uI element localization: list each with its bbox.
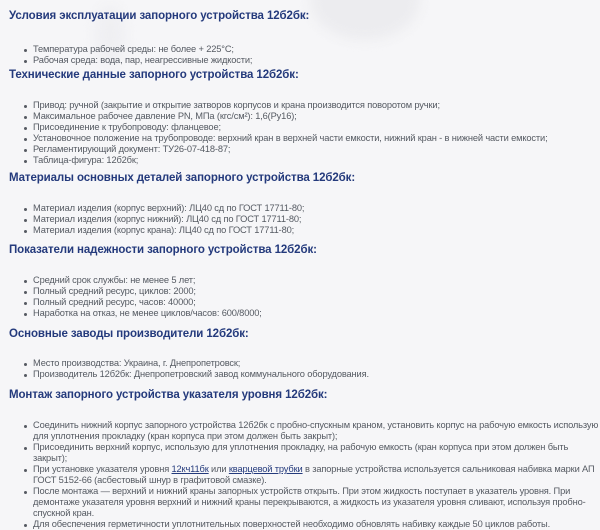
installation-list [9,420,600,530]
text: в запорные устройства используется сальниковая набивка марки АП ГОСТ 5152-66 (асбестовый шнур в графитовой смазке). [33,464,595,485]
list-item: Рабочая среда: вода, пар, неагрессивные жидкости; [23,55,252,66]
list-item: Производитель 12б2бк: Днепропетровский завод коммунального оборудования. [23,369,369,380]
list-item: Материал изделия (корпус нижний): ЛЦ40 сд по ГОСТ 17711-80; [23,214,304,225]
list-item: Привод: ручной (закрытие и открытие затворов корпусов и крана производится поворотом ручки; [23,100,548,111]
technical-data-list [9,100,548,166]
section-title-technical-data: Технические данные запорного устройства 12б2бк: [9,69,299,81]
section-title-materials: Материалы основных деталей запорного устройства 12б2бк: [9,172,356,184]
list-item: Регламентирующий документ: ТУ26-07-418-87; [23,144,548,155]
section-title-manufacturers: Основные заводы производители 12б2бк: [9,328,249,340]
list-item: Наработка на отказ, не менее циклов/часов: 600/8000; [23,308,262,319]
link-quartz-tube[interactable]: кварцевой трубки [228,464,303,474]
operating-conditions-list [9,44,252,66]
list-item-with-links [23,464,600,486]
list-item: Полный средний ресурс, циклов: 2000; [23,286,262,297]
reliability-list [9,275,262,319]
list-item: Полный средний ресурс, часов: 40000; [23,297,262,308]
section-title-operating-conditions: Условия эксплуатации запорного устройства 12б2бк: [9,10,310,22]
manufacturers-list [9,358,369,380]
list-item: Соединить нижний корпус запорного устройства 12б2бк с пробно-спускным краном, установить корпус на рабочую емкость использую для уплотнения прокладку (кран корпуса при этом должен быть закрыт); [23,420,600,442]
list-item: Установочное положение на трубопроводе: верхний кран в верхней части емкости, нижний кран - в нижней части емкости; [23,133,548,144]
list-item: Для обеспечения герметичности уплотнительных поверхностей необходимо обновлять набивку каждые 50 циклов работы. [23,519,600,530]
background-decoration [310,0,420,40]
list-item: Присоединить верхний корпус, использую для уплотнения прокладку, на рабочую емкость (кран корпуса при этом должен быть закрыт); [23,442,600,464]
section-title-reliability: Показатели надежности запорного устройства 12б2бк: [9,244,317,256]
list-item: Материал изделия (корпус крана): ЛЦ40 сд по ГОСТ 17711-80; [23,225,304,236]
list-item: Таблица-фигура: 12б2бк; [23,155,548,166]
text: При установке указателя уровня [33,464,172,474]
materials-list [9,203,304,236]
list-item: Присоединение к трубопроводу: фланцевое; [23,122,548,133]
list-item: После монтажа — верхний и нижний краны запорных устройств открыть. При этом жидкость поступает в указатель уровня. При демонтаже указателя уровня верхний и нижний краны перекрываются, а жидкость из указателя уровня сливают, используя пробно-спускной кран. [23,486,600,519]
text: или [208,464,229,474]
link-12kch11bk[interactable]: 12кч11бк [171,464,209,474]
list-item: Максимальное рабочее давление PN, МПа (кгс/см²): 1,6(Ру16); [23,111,548,122]
section-title-installation: Монтаж запорного устройства указателя уровня 12б2бк: [9,389,328,401]
list-item: Температура рабочей среды: не более + 225°С; [23,44,252,55]
list-item: Средний срок службы: не менее 5 лет; [23,275,262,286]
list-item: Место производства: Украина, г. Днепропетровск; [23,358,369,369]
list-item: Материал изделия (корпус верхний): ЛЦ40 сд по ГОСТ 17711-80; [23,203,304,214]
